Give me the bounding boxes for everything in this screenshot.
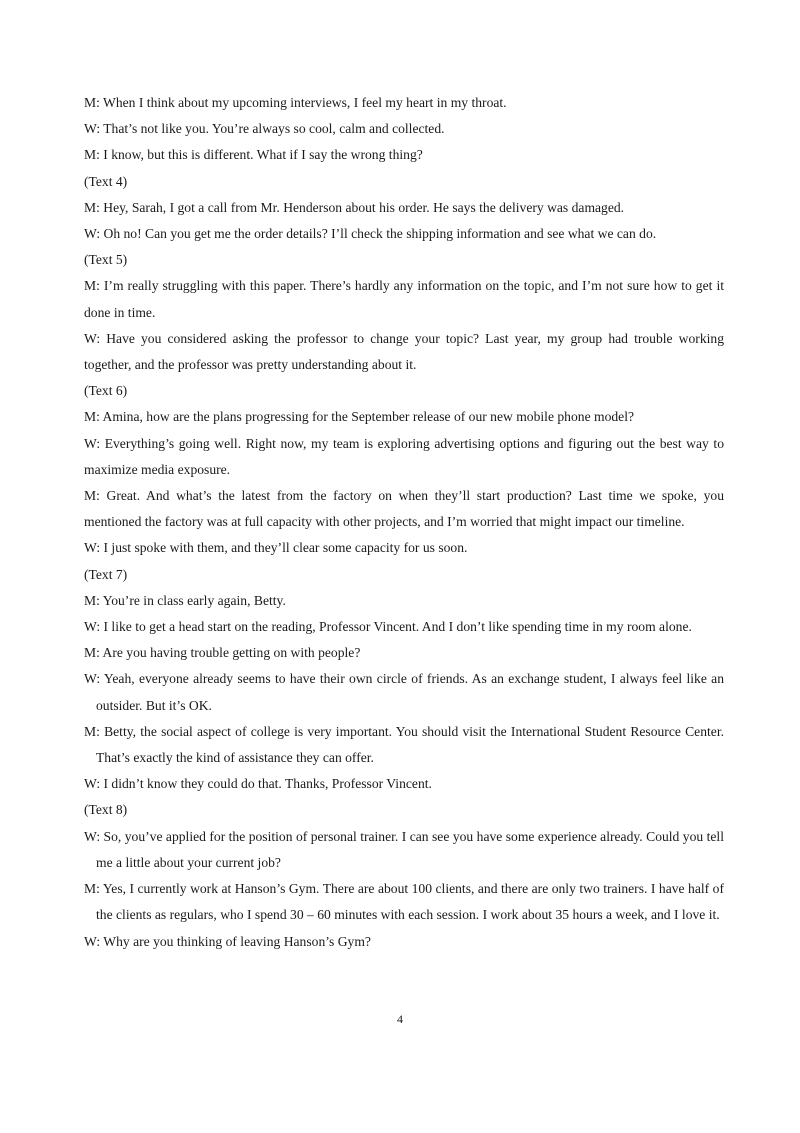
dialogue-line: W: Have you considered asking the professor to change your topic? Last year, my group had trouble working together, and the professor was pretty understanding about it.	[84, 330, 724, 373]
section-heading: (Text 5)	[84, 252, 128, 268]
dialogue-line: W: Everything’s going well. Right now, my team is exploring advertising options and figuring out the best way to maximize media exposure.	[84, 435, 724, 477]
dialogue-line: M: Betty, the social aspect of college is very important. You should visit the International Student Resource Center. That’s exactly the kind of assistance they can offer.	[84, 723, 724, 766]
dialogue-line: M: I know, but this is different. What if I say the wrong thing?	[84, 147, 423, 163]
section-heading: (Text 4)	[84, 173, 128, 189]
dialogue-line: W: So, you’ve applied for the position of personal trainer. I can see you have some experience already. Could you tell me a little about your current job?	[84, 828, 724, 870]
section-heading: (Text 6)	[84, 383, 128, 399]
dialogue-line: M: I’m really struggling with this paper. There’s hardly any information on the topic, and I’m not sure how to get it done in time.	[84, 278, 724, 320]
dialogue-line: W: Why are you thinking of leaving Hanson’s Gym?	[84, 933, 371, 949]
dialogue-line: M: Amina, how are the plans progressing for the September release of our new mobile phone model?	[84, 409, 635, 425]
page-number: 4	[397, 1012, 403, 1026]
dialogue-line: M: Great. And what’s the latest from the factory on when they’ll start production? Last time we spoke, you mentioned the factory was at full capacity with other projects, and I’m worried that might impact our timeline.	[84, 488, 724, 530]
dialogue-line: W: Oh no! Can you get me the order details? I’ll check the shipping information and see what we can do.	[84, 226, 657, 242]
dialogue-line: M: Yes, I currently work at Hanson’s Gym. There are about 100 clients, and there are only two trainers. I have half of the clients as regulars, who I spend 30 – 60 minutes with each session. I work about 35 hours a week, and I love it.	[84, 881, 724, 923]
section-heading: (Text 8)	[84, 802, 128, 818]
dialogue-line: M: Hey, Sarah, I got a call from Mr. Henderson about his order. He says the delivery was damaged.	[84, 199, 625, 215]
dialogue-line: M: Are you having trouble getting on with people?	[84, 645, 361, 661]
section-heading: (Text 7)	[84, 566, 128, 582]
dialogue-line: M: When I think about my upcoming interviews, I feel my heart in my throat.	[84, 95, 507, 110]
dialogue-line: W: I didn’t know they could do that. Thanks, Professor Vincent.	[84, 776, 432, 792]
dialogue-line: W: Yeah, everyone already seems to have their own circle of friends. As an exchange student, I always feel like an outsider. But it’s OK.	[84, 671, 724, 713]
dialogue-line: M: You’re in class early again, Betty.	[84, 592, 286, 608]
dialogue-line: W: I like to get a head start on the reading, Professor Vincent. And I don’t like spending time in my room alone.	[84, 619, 692, 635]
document-body	[84, 90, 724, 955]
dialogue-line: W: That’s not like you. You’re always so cool, calm and collected.	[84, 121, 445, 137]
dialogue-line: W: I just spoke with them, and they’ll clear some capacity for us soon.	[84, 540, 468, 556]
